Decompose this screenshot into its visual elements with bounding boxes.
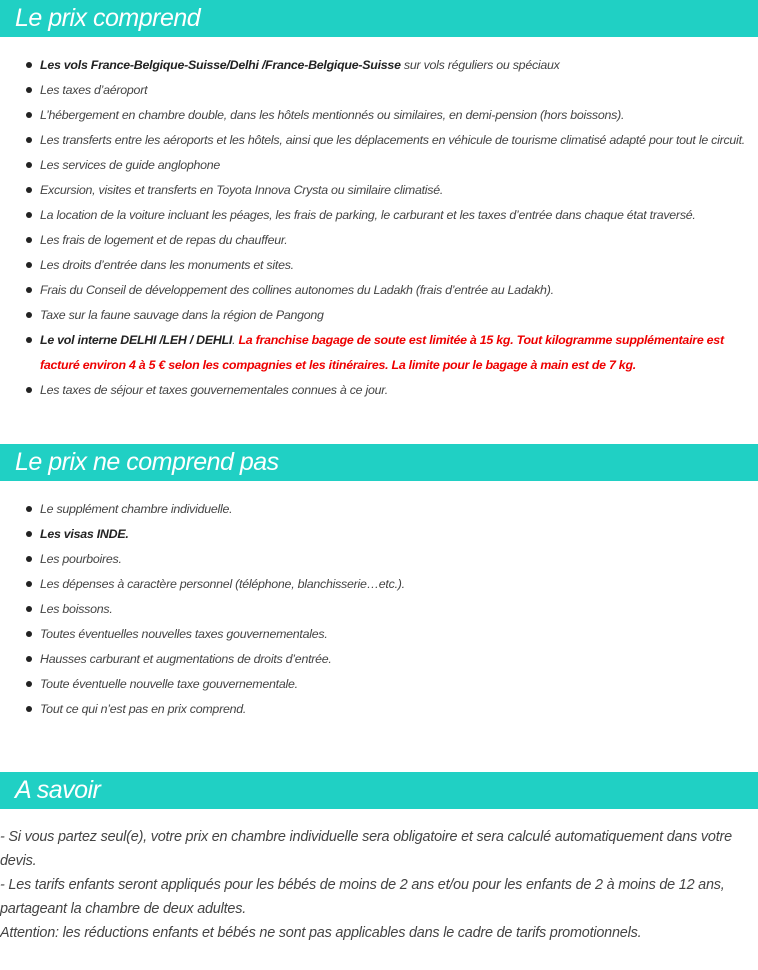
list-item [0, 153, 758, 178]
included-section-title: Le prix comprend [0, 0, 758, 37]
included-list [0, 53, 758, 403]
list-item [0, 647, 758, 672]
list-item [0, 547, 758, 572]
excluded-list [0, 497, 758, 722]
item-text: . [232, 333, 239, 347]
list-item [0, 128, 758, 153]
item-text: Hausses carburant et augmentations de droits d’entrée. [40, 652, 332, 666]
list-item [0, 303, 758, 328]
item-text: Toute éventuelle nouvelle taxe gouvernementale. [40, 677, 298, 691]
item-text: Les frais de logement et de repas du chauffeur. [40, 233, 288, 247]
excluded-section-title: Le prix ne comprend pas [0, 444, 758, 481]
list-item [0, 597, 758, 622]
item-bold: Les visas INDE. [40, 527, 129, 541]
item-text: La location de la voiture incluant les péages, les frais de parking, le carburant et les taxes d’entrée dans chaque état traversé. [40, 208, 696, 222]
item-text: Les taxes d’aéroport [40, 83, 148, 97]
list-item [0, 497, 758, 522]
list-item [0, 378, 758, 403]
item-text: Tout ce qui n’est pas en prix comprend. [40, 702, 247, 716]
list-item [0, 278, 758, 303]
item-text: Les transferts entre les aéroports et les hôtels, ainsi que les déplacements en véhicule de tourisme climatisé adapté pour tout le circuit. [40, 133, 745, 147]
baggage-warning: La franchise bagage de soute est limitée à 15 kg. Tout kilogramme supplémentaire est facturé environ 4 à 5 € selon les compagnies et les itinéraires. La limite pour le bagage à main est de 7 kg. [40, 333, 724, 372]
info-paragraph: - Si vous partez seul(e), votre prix en chambre individuelle sera obligatoire et sera calculé automatiquement dans votre devis. [0, 829, 732, 869]
item-text: Toutes éventuelles nouvelles taxes gouvernementales. [40, 627, 328, 641]
item-text: Les services de guide anglophone [40, 158, 221, 172]
item-text: Les dépenses à caractère personnel (téléphone, blanchisserie…etc.). [40, 577, 405, 591]
list-item [0, 178, 758, 203]
list-item [0, 328, 758, 378]
list-item [0, 572, 758, 597]
item-bold: Le vol interne DELHI /LEH / DEHLI [40, 333, 233, 347]
item-text: L’hébergement en chambre double, dans les hôtels mentionnés ou similaires, en demi-pension (hors boissons). [40, 108, 625, 122]
item-text: sur vols réguliers ou spéciaux [400, 58, 560, 72]
info-paragraph: Attention: les réductions enfants et bébés ne sont pas applicables dans le cadre de tarifs promotionnels. [0, 925, 642, 941]
item-text: Frais du Conseil de développement des collines autonomes du Ladakh (frais d’entrée au Ladakh). [40, 283, 554, 297]
item-bold: Les vols France-Belgique-Suisse/Delhi /France-Belgique-Suisse [40, 58, 401, 72]
list-item [0, 228, 758, 253]
item-text: Les boissons. [40, 602, 113, 616]
item-text: Excursion, visites et transferts en Toyota Innova Crysta ou similaire climatisé. [40, 183, 444, 197]
list-item [0, 622, 758, 647]
list-item [0, 103, 758, 128]
list-item [0, 53, 758, 78]
list-item [0, 672, 758, 697]
info-notes [0, 825, 758, 945]
item-text: Les taxes de séjour et taxes gouvernementales connues à ce jour. [40, 383, 388, 397]
item-text: Taxe sur la faune sauvage dans la région de Pangong [40, 308, 324, 322]
item-text: Les pourboires. [40, 552, 122, 566]
list-item [0, 522, 758, 547]
list-item [0, 697, 758, 722]
item-text: Le supplément chambre individuelle. [40, 502, 233, 516]
info-paragraph: - Les tarifs enfants seront appliqués pour les bébés de moins de 2 ans et/ou pour les enfants de 2 à moins de 12 ans, partageant la chambre de deux adultes. [0, 877, 725, 917]
item-text: Les droits d’entrée dans les monuments et sites. [40, 258, 294, 272]
list-item [0, 78, 758, 103]
list-item [0, 253, 758, 278]
info-section-title: A savoir [0, 772, 758, 809]
list-item [0, 203, 758, 228]
